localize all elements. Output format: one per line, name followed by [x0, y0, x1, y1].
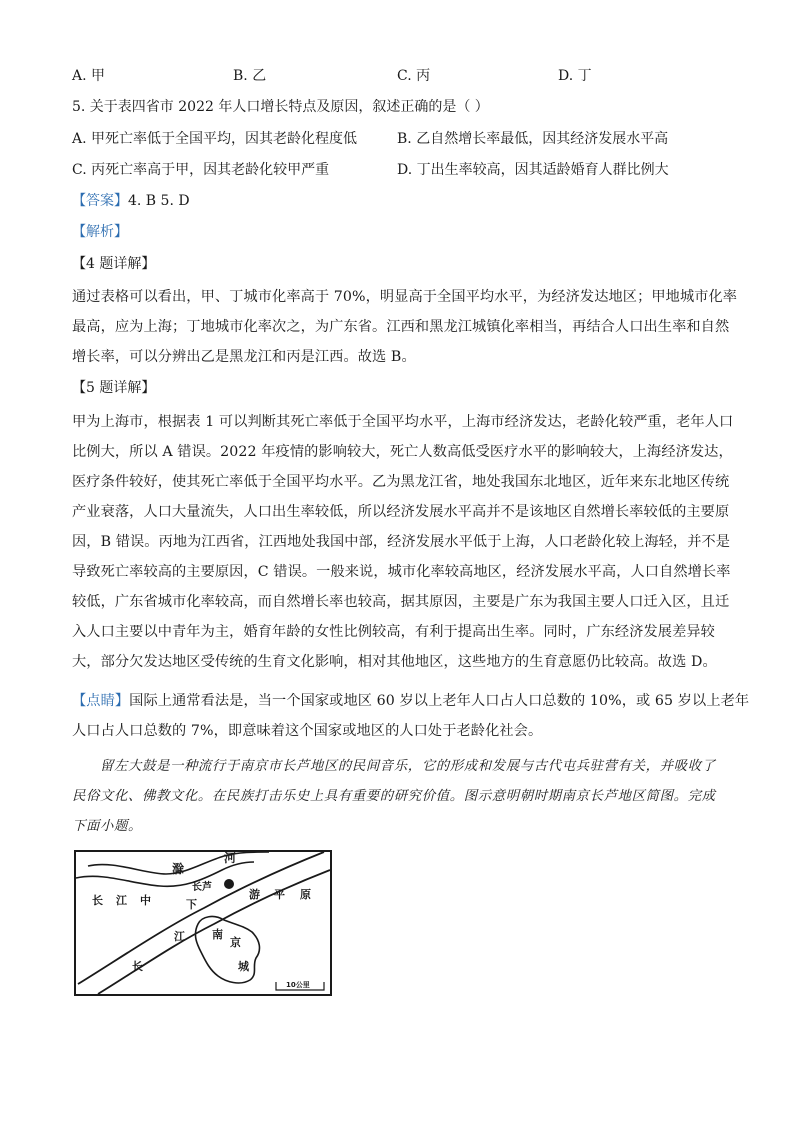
- q5-option-d: D. 丁出生率较高，因其适龄婚育人群比例大: [397, 162, 669, 178]
- passage-paragraph: [72, 752, 732, 782]
- map-label-river-2: 河: [224, 851, 237, 865]
- answer-line: [72, 191, 190, 211]
- q4-detail-line: 增长率，可以分辨出乙是黑龙江和丙是江西。故选 B。: [72, 349, 416, 365]
- map-label-yangtze-1: 长: [132, 960, 143, 973]
- map-label-river-1: 滁: [172, 862, 185, 876]
- answer-text: 4. B 5. D: [128, 193, 190, 209]
- q4-option-a: A. 甲: [72, 68, 106, 84]
- passage-line: 民俗文化、佛教文化。在民族打击乐史上具有重要的研究价值。图示意明朝时期南京长芦地区简图。完成: [72, 789, 716, 804]
- q5-detail-line: 入人口主要以中青年为主，婚育年龄的女性比例较高，有利于提高出生率。同时，广东经济发展差异较: [72, 624, 715, 640]
- q5-detail-line: 大，部分欠发达地区受传统的生育文化影响，相对其他地区，这些地方的生育意愿仍比较高。故选 D。: [72, 654, 717, 670]
- map-label-plain-1: 长: [92, 894, 103, 907]
- q5-option-a: A. 甲死亡率低于全国平均，因其老龄化程度低: [72, 131, 358, 147]
- q5-detail-line: 甲为上海市，根据表 1 可以判断其死亡率低于全国平均水平，上海市经济发达，老龄化较严重，老年人口: [72, 414, 734, 430]
- map-label-city-1: 南: [212, 928, 223, 941]
- q5-detail-line: 因，B 错误。丙地为江西省，江西地处我国中部，经济发展水平低于上海，人口老龄化较上海轻，并不是: [72, 534, 731, 550]
- q4-option-c: C. 丙: [397, 68, 431, 84]
- q5-detail-line: 较低，广东省城市化率较高，而自然增长率也较高，据其原因，主要是广东为我国主要人口迁入区，且迁: [72, 594, 730, 610]
- analysis-tag: 【解析】: [72, 224, 128, 240]
- map-label-city-3: 城: [238, 960, 249, 973]
- tip-line: 人口占人口总数的 7%，即意味着这个国家或地区的人口处于老龄化社会。: [72, 723, 543, 739]
- map-label-yangtze-2: 江: [174, 930, 185, 943]
- q5-detail-line: 医疗条件较好，使其死亡率低于全国平均水平。乙为黑龙江省，地处我国东北地区，近年来东北地区传统: [72, 474, 730, 490]
- passage-line: 下面小题。: [72, 819, 142, 834]
- q4-detail-line: 最高，应为上海；丁地城市化率次之，为广东省。江西和黑龙江城镇化率相当，再结合人口出生率和自然: [72, 319, 730, 335]
- tip-line: [72, 686, 750, 716]
- map-label-plain-2: 江: [116, 894, 127, 907]
- tip-line-text: 国际上通常看法是，当一个国家或地区 60 岁以上老年人口占人口总数的 10%，或 65 岁以上老年: [129, 693, 750, 709]
- q4-detail-paragraph: [72, 282, 738, 372]
- q4-option-b: B. 乙: [233, 68, 267, 84]
- q4-option-d: D. 丁: [558, 68, 592, 84]
- tip-tag: 【点睛】: [72, 693, 130, 709]
- changlu-map-figure: [74, 850, 332, 996]
- q5-option-c: C. 丙死亡率高于甲，因其老龄化较甲严重: [72, 162, 330, 178]
- map-scale-label: 10公里: [286, 981, 310, 989]
- tip-paragraph: [72, 686, 750, 746]
- q5-detail-line: 产业衰落，人口大量流失，人口出生率较低，所以经济发展水平高并不是该地区自然增长率较低的主要原: [72, 504, 730, 520]
- q4-detail-tag: 【4 题详解】: [72, 256, 156, 272]
- map-label-plain-5: 游: [249, 888, 260, 901]
- map-frame: [75, 851, 331, 995]
- passage-line: 留左大鼓是一种流行于南京市长芦地区的民间音乐，它的形成和发展与古代屯兵驻营有关，并吸收了: [100, 759, 716, 774]
- map-label-plain-6: 平: [274, 888, 285, 901]
- map-label-plain-3: 中: [140, 894, 151, 907]
- q5-detail-line: 导致死亡率较高的主要原因，C 错误。一般来说，城市化率较高地区，经济发展水平高，人口自然增长率: [72, 564, 731, 580]
- q5-option-b: B. 乙自然增长率最低，因其经济发展水平高: [397, 131, 669, 147]
- answer-tag: 【答案】: [72, 193, 128, 209]
- q5-detail-tag: 【5 题详解】: [72, 380, 156, 396]
- changlu-marker: [224, 879, 234, 889]
- map-label-city-2: 京: [230, 936, 241, 949]
- map-label-plain-4: 下: [186, 898, 197, 911]
- passage-paragraph-cont: [72, 782, 732, 842]
- map-label-changlu: 长芦: [192, 882, 212, 893]
- q5-detail-line: 比例大，所以 A 错误。2022 年疫情的影响较大，死亡人数高低受医疗水平的影响较大，上海经济发达，: [72, 444, 733, 460]
- q5-detail-paragraph: [72, 407, 734, 677]
- q4-detail-line: 通过表格可以看出，甲、丁城市化率高于 70%，明显高于全国平均水平，为经济发达地区；甲地城市化率: [72, 289, 738, 305]
- map-label-plain-7: 原: [300, 888, 311, 901]
- q5-stem: 5. 关于表四省市 2022 年人口增长特点及原因，叙述正确的是（ ）: [72, 99, 489, 115]
